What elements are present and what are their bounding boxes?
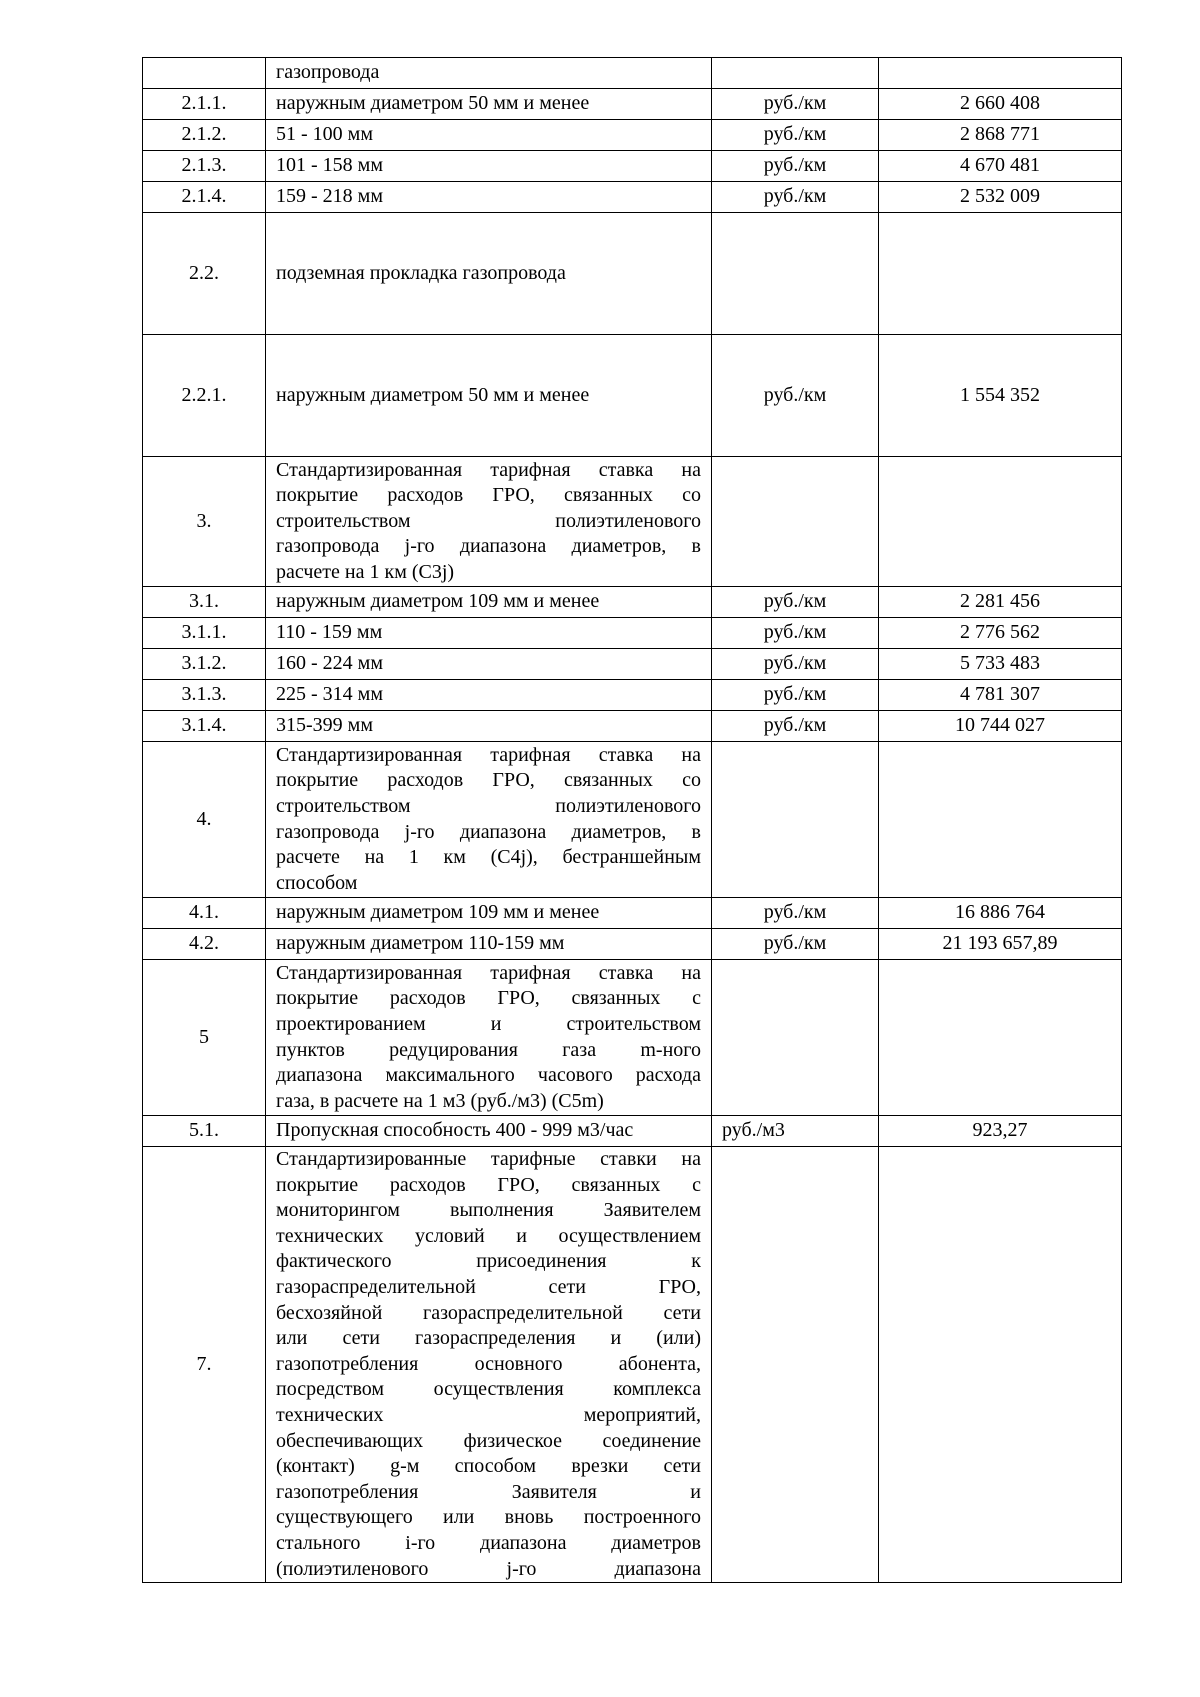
description-line: наружным диаметром 109 мм и менее xyxy=(276,590,600,613)
unit-cell: руб./км xyxy=(712,151,879,182)
unit-cell: руб./км xyxy=(712,649,879,680)
description-line: покрытие расходов ГРО, связанных со xyxy=(276,769,701,792)
description-line: стального i-го диапазона диаметров xyxy=(276,1531,701,1554)
description-line: Стандартизированная тарифная ставка на xyxy=(276,458,701,481)
value-cell: 923,27 xyxy=(879,1116,1122,1147)
description-cell xyxy=(266,680,712,711)
value-cell: 21 193 657,89 xyxy=(879,929,1122,960)
row-number-cell: 2.1.3. xyxy=(143,151,266,182)
value-cell: 10 744 027 xyxy=(879,711,1122,742)
table-row xyxy=(143,335,1122,457)
description-line: обеспечивающих физическое соединение xyxy=(276,1429,701,1452)
unit-cell: руб./м3 xyxy=(712,1116,879,1147)
row-number-cell: 5 xyxy=(143,960,266,1116)
description-line: газопровода xyxy=(276,61,380,84)
unit-cell: руб./км xyxy=(712,618,879,649)
table-row xyxy=(143,587,1122,618)
value-cell: 16 886 764 xyxy=(879,898,1122,929)
table-row xyxy=(143,711,1122,742)
description-line: 51 - 100 мм xyxy=(276,123,373,146)
description-cell xyxy=(266,89,712,120)
description-line: Стандартизированная тарифная ставка на xyxy=(276,961,701,984)
description-line: наружным диаметром 110-159 мм xyxy=(276,932,565,955)
unit-cell xyxy=(712,1147,879,1583)
description-cell xyxy=(266,898,712,929)
row-number-cell: 3.1.1. xyxy=(143,618,266,649)
description-cell xyxy=(266,182,712,213)
value-cell xyxy=(879,742,1122,898)
value-cell: 4 781 307 xyxy=(879,680,1122,711)
description-line: наружным диаметром 50 мм и менее xyxy=(276,92,590,115)
description-cell xyxy=(266,742,712,898)
description-line: пунктов редуцирования газа m-ного xyxy=(276,1038,701,1061)
table-row xyxy=(143,960,1122,1116)
table-row xyxy=(143,213,1122,335)
description-line: посредством осуществления комплекса xyxy=(276,1378,701,1401)
description-cell xyxy=(266,649,712,680)
row-number-cell: 3.1.2. xyxy=(143,649,266,680)
row-number-cell: 3. xyxy=(143,457,266,587)
description-line: мониторингом выполнения Заявителем xyxy=(276,1199,701,1222)
row-number-cell: 2.1.2. xyxy=(143,120,266,151)
description-line: строительством полиэтиленового xyxy=(276,794,701,817)
description-cell xyxy=(266,1147,712,1583)
description-line: газораспределительной сети ГРО, xyxy=(276,1275,701,1298)
table-row xyxy=(143,898,1122,929)
table-row xyxy=(143,1116,1122,1147)
description-line: газопотребления Заявителя и xyxy=(276,1480,701,1503)
description-line: технических мероприятий, xyxy=(276,1403,701,1426)
description-line: 315-399 мм xyxy=(276,714,373,737)
row-number-cell: 2.2. xyxy=(143,213,266,335)
value-cell: 2 776 562 xyxy=(879,618,1122,649)
description-cell xyxy=(266,587,712,618)
unit-cell: руб./км xyxy=(712,335,879,457)
row-number-cell: 3.1.3. xyxy=(143,680,266,711)
value-cell: 2 868 771 xyxy=(879,120,1122,151)
description-line: проектированием и строительством xyxy=(276,1012,701,1035)
description-line: (полиэтиленового j-го диапазона xyxy=(276,1557,701,1580)
row-number-cell: 4.1. xyxy=(143,898,266,929)
unit-cell: руб./км xyxy=(712,680,879,711)
description-cell xyxy=(266,151,712,182)
description-cell xyxy=(266,929,712,960)
description-line: наружным диаметром 50 мм и менее xyxy=(276,383,590,406)
description-cell xyxy=(266,618,712,649)
description-line: расчете на 1 км (С4j), бестраншейным xyxy=(276,846,701,869)
description-cell xyxy=(266,960,712,1116)
unit-cell xyxy=(712,742,879,898)
description-cell xyxy=(266,120,712,151)
row-number-cell: 2.1.1. xyxy=(143,89,266,120)
unit-cell xyxy=(712,213,879,335)
description-line: расчете на 1 км (С3j) xyxy=(276,560,455,583)
description-line: 101 - 158 мм xyxy=(276,154,383,177)
value-cell: 2 660 408 xyxy=(879,89,1122,120)
value-cell xyxy=(879,1147,1122,1583)
unit-cell: руб./км xyxy=(712,898,879,929)
description-line: способом xyxy=(276,871,358,894)
row-number-cell: 3.1.4. xyxy=(143,711,266,742)
description-line: газа, в расчете на 1 м3 (руб./м3) (С5m) xyxy=(276,1089,604,1112)
unit-cell xyxy=(712,960,879,1116)
row-number-cell: 5.1. xyxy=(143,1116,266,1147)
table-row xyxy=(143,1147,1122,1583)
row-number-cell xyxy=(143,58,266,89)
value-cell xyxy=(879,457,1122,587)
description-line: (контакт) g-м способом врезки сети xyxy=(276,1455,701,1478)
tariff-table-body xyxy=(143,58,1122,1583)
unit-cell xyxy=(712,58,879,89)
description-line: существующего или вновь построенного xyxy=(276,1506,701,1529)
row-number-cell: 2.2.1. xyxy=(143,335,266,457)
description-line: покрытие расходов ГРО, связанных с xyxy=(276,987,701,1010)
table-row xyxy=(143,89,1122,120)
description-line: подземная прокладка газопровода xyxy=(276,261,566,284)
row-number-cell: 7. xyxy=(143,1147,266,1583)
unit-cell: руб./км xyxy=(712,89,879,120)
description-cell xyxy=(266,457,712,587)
description-cell xyxy=(266,1116,712,1147)
unit-cell xyxy=(712,457,879,587)
table-row xyxy=(143,182,1122,213)
unit-cell: руб./км xyxy=(712,120,879,151)
description-line: газопотребления основного абонента, xyxy=(276,1352,701,1375)
description-cell xyxy=(266,335,712,457)
description-cell xyxy=(266,58,712,89)
description-line: 110 - 159 мм xyxy=(276,621,383,644)
value-cell: 2 281 456 xyxy=(879,587,1122,618)
description-line: наружным диаметром 109 мм и менее xyxy=(276,901,600,924)
table-row xyxy=(143,680,1122,711)
row-number-cell: 4. xyxy=(143,742,266,898)
unit-cell: руб./км xyxy=(712,711,879,742)
description-line: или сети газораспределения и (или) xyxy=(276,1327,701,1350)
description-line: диапазона максимального часового расхода xyxy=(276,1064,701,1087)
description-line: Стандартизированные тарифные ставки на xyxy=(276,1148,701,1170)
row-number-cell: 3.1. xyxy=(143,587,266,618)
unit-cell: руб./км xyxy=(712,587,879,618)
table-row xyxy=(143,457,1122,587)
description-line: 160 - 224 мм xyxy=(276,652,383,675)
description-line: Пропускная способность 400 - 999 м3/час xyxy=(276,1119,634,1142)
table-row xyxy=(143,618,1122,649)
description-line: фактического присоединения к xyxy=(276,1250,701,1273)
description-line: газопровода j-го диапазона диаметров, в xyxy=(276,535,701,558)
description-line: технических условий и осуществлением xyxy=(276,1224,701,1247)
description-line: бесхозяйной газораспределительной сети xyxy=(276,1301,701,1324)
description-line: Стандартизированная тарифная ставка на xyxy=(276,743,701,766)
description-cell xyxy=(266,213,712,335)
description-line: 159 - 218 мм xyxy=(276,185,383,208)
unit-cell: руб./км xyxy=(712,182,879,213)
table-row xyxy=(143,929,1122,960)
table-row xyxy=(143,151,1122,182)
value-cell xyxy=(879,213,1122,335)
description-line: покрытие расходов ГРО, связанных с xyxy=(276,1173,701,1196)
value-cell: 2 532 009 xyxy=(879,182,1122,213)
row-number-cell: 4.2. xyxy=(143,929,266,960)
table-row xyxy=(143,120,1122,151)
value-cell: 1 554 352 xyxy=(879,335,1122,457)
table-row xyxy=(143,742,1122,898)
tariff-table xyxy=(142,57,1122,1583)
value-cell xyxy=(879,58,1122,89)
description-line: 225 - 314 мм xyxy=(276,683,383,706)
description-line: строительством полиэтиленового xyxy=(276,509,701,532)
row-number-cell: 2.1.4. xyxy=(143,182,266,213)
table-row xyxy=(143,58,1122,89)
description-line: газопровода j-го диапазона диаметров, в xyxy=(276,820,701,843)
value-cell xyxy=(879,960,1122,1116)
description-cell xyxy=(266,711,712,742)
unit-cell: руб./км xyxy=(712,929,879,960)
value-cell: 4 670 481 xyxy=(879,151,1122,182)
value-cell: 5 733 483 xyxy=(879,649,1122,680)
table-row xyxy=(143,649,1122,680)
description-line: покрытие расходов ГРО, связанных со xyxy=(276,484,701,507)
